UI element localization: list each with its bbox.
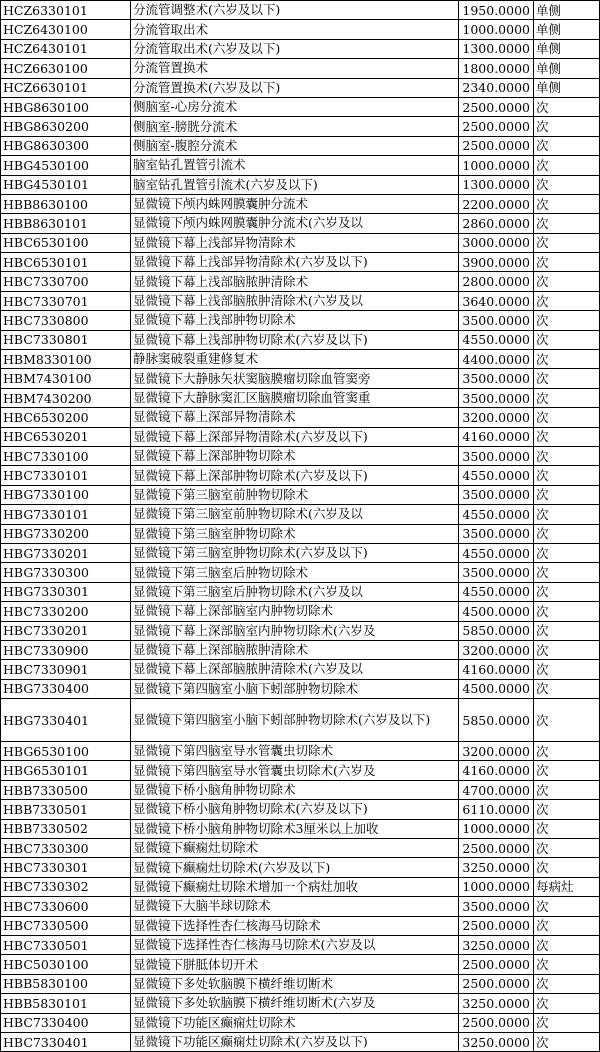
item-code-cell: HCZ6430101 xyxy=(1,39,131,58)
item-price-cell: 4160.0000 xyxy=(459,660,534,679)
table-row xyxy=(1,369,600,388)
item-price-cell: 2500.0000 xyxy=(459,839,534,858)
item-unit-cell: 次 xyxy=(534,679,600,698)
item-name-cell: 显微镜下功能区癫痫灶切除术(六岁及以下) xyxy=(131,1032,459,1051)
table-row xyxy=(1,543,600,562)
table-row xyxy=(1,524,600,543)
item-name-cell: 显微镜下胼胝体切开术 xyxy=(131,955,459,974)
table-row xyxy=(1,780,600,799)
item-code-cell: HBB7330500 xyxy=(1,780,131,799)
item-code-cell: HBG7330301 xyxy=(1,582,131,601)
table-row xyxy=(1,350,600,369)
item-price-cell: 1800.0000 xyxy=(459,59,534,78)
item-name-cell: 显微镜下桥小脑角肿物切除术 xyxy=(131,780,459,799)
item-code-cell: HBG8630200 xyxy=(1,117,131,136)
item-name-cell: 显微镜下癫痫灶切除术(六岁及以下) xyxy=(131,858,459,877)
item-unit-cell: 次 xyxy=(534,272,600,291)
item-unit-cell: 次 xyxy=(534,466,600,485)
table-row xyxy=(1,291,600,310)
item-name-cell: 分流管调整术(六岁及以下) xyxy=(131,1,459,20)
item-name-cell: 显微镜下大脑半球切除术 xyxy=(131,897,459,916)
item-unit-cell: 次 xyxy=(534,446,600,465)
item-code-cell: HBB5830101 xyxy=(1,994,131,1013)
item-price-cell: 1000.0000 xyxy=(459,156,534,175)
item-code-cell: HBC7330302 xyxy=(1,877,131,896)
table-row xyxy=(1,1013,600,1032)
item-unit-cell: 次 xyxy=(534,408,600,427)
item-price-cell: 6110.0000 xyxy=(459,800,534,819)
table-row xyxy=(1,699,600,742)
item-unit-cell: 次 xyxy=(534,311,600,330)
item-unit-cell: 次 xyxy=(534,621,600,640)
item-price-cell: 3200.0000 xyxy=(459,408,534,427)
item-name-cell: 显微镜下桥小脑角肿物切除术3厘米以上加收 xyxy=(131,819,459,838)
item-unit-cell: 次 xyxy=(534,175,600,194)
item-price-cell: 3250.0000 xyxy=(459,858,534,877)
item-price-cell: 3200.0000 xyxy=(459,640,534,659)
item-code-cell: HBC7330301 xyxy=(1,858,131,877)
item-name-cell: 静脉窦破裂重建修复术 xyxy=(131,350,459,369)
item-name-cell: 显微镜下第四脑室小脑下蚓部肿物切除术 xyxy=(131,679,459,698)
item-price-cell: 1000.0000 xyxy=(459,819,534,838)
item-name-cell: 显微镜下大静脉窦汇区脑膜瘤切除血管窦重 xyxy=(131,388,459,407)
table-row xyxy=(1,742,600,761)
item-price-cell: 3500.0000 xyxy=(459,524,534,543)
table-row xyxy=(1,136,600,155)
item-price-cell: 5850.0000 xyxy=(459,621,534,640)
item-name-cell: 显微镜下桥小脑角肿物切除术(六岁及以下) xyxy=(131,800,459,819)
item-name-cell: 显微镜下幕上深部脑脓肿清除术 xyxy=(131,640,459,659)
item-unit-cell: 次 xyxy=(534,819,600,838)
item-price-cell: 2500.0000 xyxy=(459,1013,534,1032)
table-row xyxy=(1,97,600,116)
table-row xyxy=(1,408,600,427)
item-name-cell: 分流管置换术 xyxy=(131,59,459,78)
item-unit-cell: 次 xyxy=(534,761,600,780)
item-code-cell: HBC7330701 xyxy=(1,291,131,310)
item-price-cell: 3000.0000 xyxy=(459,233,534,252)
table-row xyxy=(1,175,600,194)
item-code-cell: HBC7330901 xyxy=(1,660,131,679)
item-name-cell: 显微镜下第三脑室肿物切除术(六岁及以下) xyxy=(131,543,459,562)
item-price-cell: 3250.0000 xyxy=(459,994,534,1013)
item-name-cell: 显微镜下第三脑室肿物切除术 xyxy=(131,524,459,543)
item-name-cell: 显微镜下第三脑室后肿物切除术(六岁及以 xyxy=(131,582,459,601)
item-code-cell: HBC5030100 xyxy=(1,955,131,974)
item-code-cell: HBC7330201 xyxy=(1,621,131,640)
table-row xyxy=(1,955,600,974)
item-price-cell: 4550.0000 xyxy=(459,543,534,562)
item-unit-cell: 次 xyxy=(534,214,600,233)
item-name-cell: 显微镜下幕上浅部肿物切除术(六岁及以下) xyxy=(131,330,459,349)
item-code-cell: HBC7330401 xyxy=(1,1032,131,1051)
item-price-cell: 2500.0000 xyxy=(459,117,534,136)
item-name-cell: 显微镜下幕上深部肿物切除术 xyxy=(131,446,459,465)
item-price-cell: 3500.0000 xyxy=(459,446,534,465)
item-code-cell: HBM7430200 xyxy=(1,388,131,407)
item-price-cell: 3200.0000 xyxy=(459,742,534,761)
table-row xyxy=(1,761,600,780)
table-row xyxy=(1,916,600,935)
item-price-cell: 4500.0000 xyxy=(459,679,534,698)
item-code-cell: HBG6530100 xyxy=(1,742,131,761)
table-row xyxy=(1,194,600,213)
item-code-cell: HCZ6630100 xyxy=(1,59,131,78)
item-unit-cell: 次 xyxy=(534,640,600,659)
item-unit-cell: 次 xyxy=(534,117,600,136)
item-unit-cell: 单侧 xyxy=(534,20,600,39)
item-code-cell: HBB8630101 xyxy=(1,214,131,233)
item-unit-cell: 次 xyxy=(534,291,600,310)
item-code-cell: HBG6530101 xyxy=(1,761,131,780)
item-name-cell: 显微镜下第三脑室后肿物切除术 xyxy=(131,563,459,582)
table-row xyxy=(1,935,600,954)
table-row xyxy=(1,660,600,679)
item-price-cell: 2500.0000 xyxy=(459,974,534,993)
item-price-cell: 3250.0000 xyxy=(459,1032,534,1051)
item-unit-cell: 次 xyxy=(534,194,600,213)
item-name-cell: 显微镜下第四脑室导水管囊虫切除术(六岁及 xyxy=(131,761,459,780)
item-code-cell: HBG7330200 xyxy=(1,524,131,543)
item-name-cell: 侧脑室-心房分流术 xyxy=(131,97,459,116)
item-unit-cell: 每病灶 xyxy=(534,877,600,896)
item-code-cell: HBG7330400 xyxy=(1,679,131,698)
item-name-cell: 显微镜下幕上深部脑室内肿物切除术(六岁及 xyxy=(131,621,459,640)
item-price-cell: 3900.0000 xyxy=(459,253,534,272)
item-name-cell: 脑室钻孔置管引流术(六岁及以下) xyxy=(131,175,459,194)
table-row xyxy=(1,858,600,877)
item-unit-cell: 次 xyxy=(534,388,600,407)
table-row xyxy=(1,78,600,97)
item-code-cell: HBC6530201 xyxy=(1,427,131,446)
fee-schedule-body xyxy=(1,1,600,1052)
item-name-cell: 显微镜下幕上浅部肿物切除术 xyxy=(131,311,459,330)
item-code-cell: HBG4530100 xyxy=(1,156,131,175)
table-row xyxy=(1,505,600,524)
item-code-cell: HBM7430100 xyxy=(1,369,131,388)
item-name-cell: 显微镜下第三脑室前肿物切除术 xyxy=(131,485,459,504)
item-unit-cell: 次 xyxy=(534,935,600,954)
item-code-cell: HBC7330900 xyxy=(1,640,131,659)
item-price-cell: 1000.0000 xyxy=(459,20,534,39)
item-price-cell: 2500.0000 xyxy=(459,955,534,974)
item-unit-cell: 次 xyxy=(534,97,600,116)
item-code-cell: HBC7330501 xyxy=(1,935,131,954)
item-name-cell: 显微镜下幕上浅部脑脓肿清除术 xyxy=(131,272,459,291)
item-price-cell: 3500.0000 xyxy=(459,369,534,388)
table-row xyxy=(1,563,600,582)
item-unit-cell: 次 xyxy=(534,485,600,504)
table-row xyxy=(1,233,600,252)
table-row xyxy=(1,621,600,640)
item-code-cell: HBC7330600 xyxy=(1,897,131,916)
table-row xyxy=(1,602,600,621)
table-row xyxy=(1,466,600,485)
item-code-cell: HBG7330101 xyxy=(1,505,131,524)
item-price-cell: 3640.0000 xyxy=(459,291,534,310)
item-unit-cell: 次 xyxy=(534,330,600,349)
table-row xyxy=(1,974,600,993)
item-name-cell: 显微镜下幕上浅部脑脓肿清除术(六岁及以 xyxy=(131,291,459,310)
item-unit-cell: 次 xyxy=(534,136,600,155)
item-code-cell: HBC7330800 xyxy=(1,311,131,330)
table-row xyxy=(1,427,600,446)
table-row xyxy=(1,20,600,39)
item-code-cell: HBC7330200 xyxy=(1,602,131,621)
item-code-cell: HCZ6630101 xyxy=(1,78,131,97)
item-code-cell: HBC7330500 xyxy=(1,916,131,935)
item-name-cell: 显微镜下幕上深部肿物切除术(六岁及以下) xyxy=(131,466,459,485)
item-price-cell: 3500.0000 xyxy=(459,311,534,330)
item-code-cell: HBG7330300 xyxy=(1,563,131,582)
item-unit-cell: 次 xyxy=(534,543,600,562)
item-unit-cell: 次 xyxy=(534,974,600,993)
item-price-cell: 3250.0000 xyxy=(459,935,534,954)
item-name-cell: 分流管取出术(六岁及以下) xyxy=(131,39,459,58)
item-name-cell: 显微镜下大静脉矢状窦脑膜瘤切除血管窦旁 xyxy=(131,369,459,388)
item-code-cell: HBC7330300 xyxy=(1,839,131,858)
item-code-cell: HBG7330401 xyxy=(1,699,131,742)
item-code-cell: HBG8630300 xyxy=(1,136,131,155)
item-name-cell: 显微镜下颅内蛛网膜囊肿分流术(六岁及以 xyxy=(131,214,459,233)
item-code-cell: HBB8630100 xyxy=(1,194,131,213)
item-unit-cell: 次 xyxy=(534,780,600,799)
item-unit-cell: 次 xyxy=(534,800,600,819)
table-row xyxy=(1,311,600,330)
table-row xyxy=(1,272,600,291)
item-unit-cell: 单侧 xyxy=(534,39,600,58)
table-row xyxy=(1,582,600,601)
item-price-cell: 2500.0000 xyxy=(459,97,534,116)
item-name-cell: 显微镜下幕上浅部异物清除术 xyxy=(131,233,459,252)
item-price-cell: 2500.0000 xyxy=(459,136,534,155)
item-code-cell: HBC6530100 xyxy=(1,233,131,252)
table-row xyxy=(1,839,600,858)
item-price-cell: 4550.0000 xyxy=(459,466,534,485)
item-name-cell: 侧脑室-腹腔分流术 xyxy=(131,136,459,155)
item-price-cell: 4160.0000 xyxy=(459,427,534,446)
item-unit-cell: 次 xyxy=(534,699,600,742)
table-row xyxy=(1,39,600,58)
item-price-cell: 4160.0000 xyxy=(459,761,534,780)
table-row xyxy=(1,388,600,407)
item-code-cell: HBC6530101 xyxy=(1,253,131,272)
table-row xyxy=(1,1032,600,1051)
table-row xyxy=(1,877,600,896)
item-code-cell: HCZ6430100 xyxy=(1,20,131,39)
item-unit-cell: 次 xyxy=(534,156,600,175)
table-row xyxy=(1,640,600,659)
item-unit-cell: 次 xyxy=(534,660,600,679)
item-price-cell: 2340.0000 xyxy=(459,78,534,97)
item-name-cell: 显微镜下多处软脑膜下横纤维切断术 xyxy=(131,974,459,993)
table-row xyxy=(1,819,600,838)
item-name-cell: 分流管置换术(六岁及以下) xyxy=(131,78,459,97)
item-price-cell: 2800.0000 xyxy=(459,272,534,291)
item-code-cell: HBB7330502 xyxy=(1,819,131,838)
table-row xyxy=(1,679,600,698)
item-code-cell: HBC7330101 xyxy=(1,466,131,485)
item-name-cell: 分流管取出术 xyxy=(131,20,459,39)
item-price-cell: 4550.0000 xyxy=(459,505,534,524)
item-price-cell: 1000.0000 xyxy=(459,877,534,896)
item-code-cell: HBC6530200 xyxy=(1,408,131,427)
item-price-cell: 3500.0000 xyxy=(459,388,534,407)
item-unit-cell: 次 xyxy=(534,350,600,369)
item-name-cell: 显微镜下第三脑室前肿物切除术(六岁及以 xyxy=(131,505,459,524)
table-row xyxy=(1,156,600,175)
item-code-cell: HBG7330100 xyxy=(1,485,131,504)
item-code-cell: HBC7330801 xyxy=(1,330,131,349)
item-name-cell: 显微镜下选择性杏仁核海马切除术(六岁及以 xyxy=(131,935,459,954)
item-unit-cell: 次 xyxy=(534,839,600,858)
item-unit-cell: 次 xyxy=(534,427,600,446)
item-unit-cell: 次 xyxy=(534,369,600,388)
item-price-cell: 4700.0000 xyxy=(459,780,534,799)
item-unit-cell: 次 xyxy=(534,742,600,761)
table-row xyxy=(1,800,600,819)
table-row xyxy=(1,994,600,1013)
item-unit-cell: 次 xyxy=(534,563,600,582)
item-unit-cell: 次 xyxy=(534,1013,600,1032)
table-row xyxy=(1,59,600,78)
item-name-cell: 侧脑室-膀胱分流术 xyxy=(131,117,459,136)
item-unit-cell: 单侧 xyxy=(534,78,600,97)
item-code-cell: HBG7330201 xyxy=(1,543,131,562)
item-name-cell: 显微镜下功能区癫痫灶切除术 xyxy=(131,1013,459,1032)
item-code-cell: HBB5830100 xyxy=(1,974,131,993)
table-row xyxy=(1,897,600,916)
item-price-cell: 1950.0000 xyxy=(459,1,534,20)
item-unit-cell: 单侧 xyxy=(534,59,600,78)
item-unit-cell: 次 xyxy=(534,897,600,916)
table-row xyxy=(1,253,600,272)
item-code-cell: HBG8630100 xyxy=(1,97,131,116)
item-price-cell: 3500.0000 xyxy=(459,897,534,916)
item-name-cell: 显微镜下多处软脑膜下横纤维切断术(六岁及 xyxy=(131,994,459,1013)
table-row xyxy=(1,1,600,20)
item-name-cell: 显微镜下幕上深部脑脓肿清除术(六岁及以 xyxy=(131,660,459,679)
item-price-cell: 3500.0000 xyxy=(459,485,534,504)
item-price-cell: 2500.0000 xyxy=(459,916,534,935)
item-unit-cell: 次 xyxy=(534,524,600,543)
item-unit-cell: 次 xyxy=(534,505,600,524)
item-unit-cell: 次 xyxy=(534,1032,600,1051)
table-row xyxy=(1,330,600,349)
item-name-cell: 显微镜下幕上深部脑室内肿物切除术 xyxy=(131,602,459,621)
item-code-cell: HBC7330700 xyxy=(1,272,131,291)
item-price-cell: 4400.0000 xyxy=(459,350,534,369)
item-name-cell: 显微镜下选择性杏仁核海马切除术 xyxy=(131,916,459,935)
item-price-cell: 1300.0000 xyxy=(459,175,534,194)
item-price-cell: 2200.0000 xyxy=(459,194,534,213)
item-unit-cell: 次 xyxy=(534,253,600,272)
table-row xyxy=(1,117,600,136)
item-unit-cell: 次 xyxy=(534,955,600,974)
item-name-cell: 显微镜下颅内蛛网膜囊肿分流术 xyxy=(131,194,459,213)
item-unit-cell: 次 xyxy=(534,858,600,877)
item-price-cell: 4500.0000 xyxy=(459,602,534,621)
item-name-cell: 显微镜下癫痫灶切除术增加一个病灶加收 xyxy=(131,877,459,896)
item-name-cell: 显微镜下幕上深部异物清除术 xyxy=(131,408,459,427)
item-price-cell: 5850.0000 xyxy=(459,699,534,742)
item-name-cell: 显微镜下幕上浅部异物清除术(六岁及以下) xyxy=(131,253,459,272)
item-unit-cell: 单侧 xyxy=(534,1,600,20)
item-code-cell: HCZ6330101 xyxy=(1,1,131,20)
item-code-cell: HBC7330400 xyxy=(1,1013,131,1032)
item-name-cell: 脑室钻孔置管引流术 xyxy=(131,156,459,175)
item-price-cell: 3500.0000 xyxy=(459,563,534,582)
item-code-cell: HBC7330100 xyxy=(1,446,131,465)
item-unit-cell: 次 xyxy=(534,582,600,601)
item-name-cell: 显微镜下癫痫灶切除术 xyxy=(131,839,459,858)
item-price-cell: 4550.0000 xyxy=(459,582,534,601)
table-row xyxy=(1,485,600,504)
item-code-cell: HBM8330100 xyxy=(1,350,131,369)
item-price-cell: 1300.0000 xyxy=(459,39,534,58)
table-row xyxy=(1,446,600,465)
item-unit-cell: 次 xyxy=(534,602,600,621)
item-unit-cell: 次 xyxy=(534,994,600,1013)
item-price-cell: 2860.0000 xyxy=(459,214,534,233)
item-unit-cell: 次 xyxy=(534,916,600,935)
item-name-cell: 显微镜下第四脑室导水管囊虫切除术 xyxy=(131,742,459,761)
table-row xyxy=(1,214,600,233)
item-name-cell: 显微镜下第四脑室小脑下蚓部肿物切除术(六岁及以下) xyxy=(131,699,459,742)
item-price-cell: 4550.0000 xyxy=(459,330,534,349)
item-code-cell: HBG4530101 xyxy=(1,175,131,194)
item-code-cell: HBB7330501 xyxy=(1,800,131,819)
item-unit-cell: 次 xyxy=(534,233,600,252)
item-name-cell: 显微镜下幕上深部异物清除术(六岁及以下) xyxy=(131,427,459,446)
